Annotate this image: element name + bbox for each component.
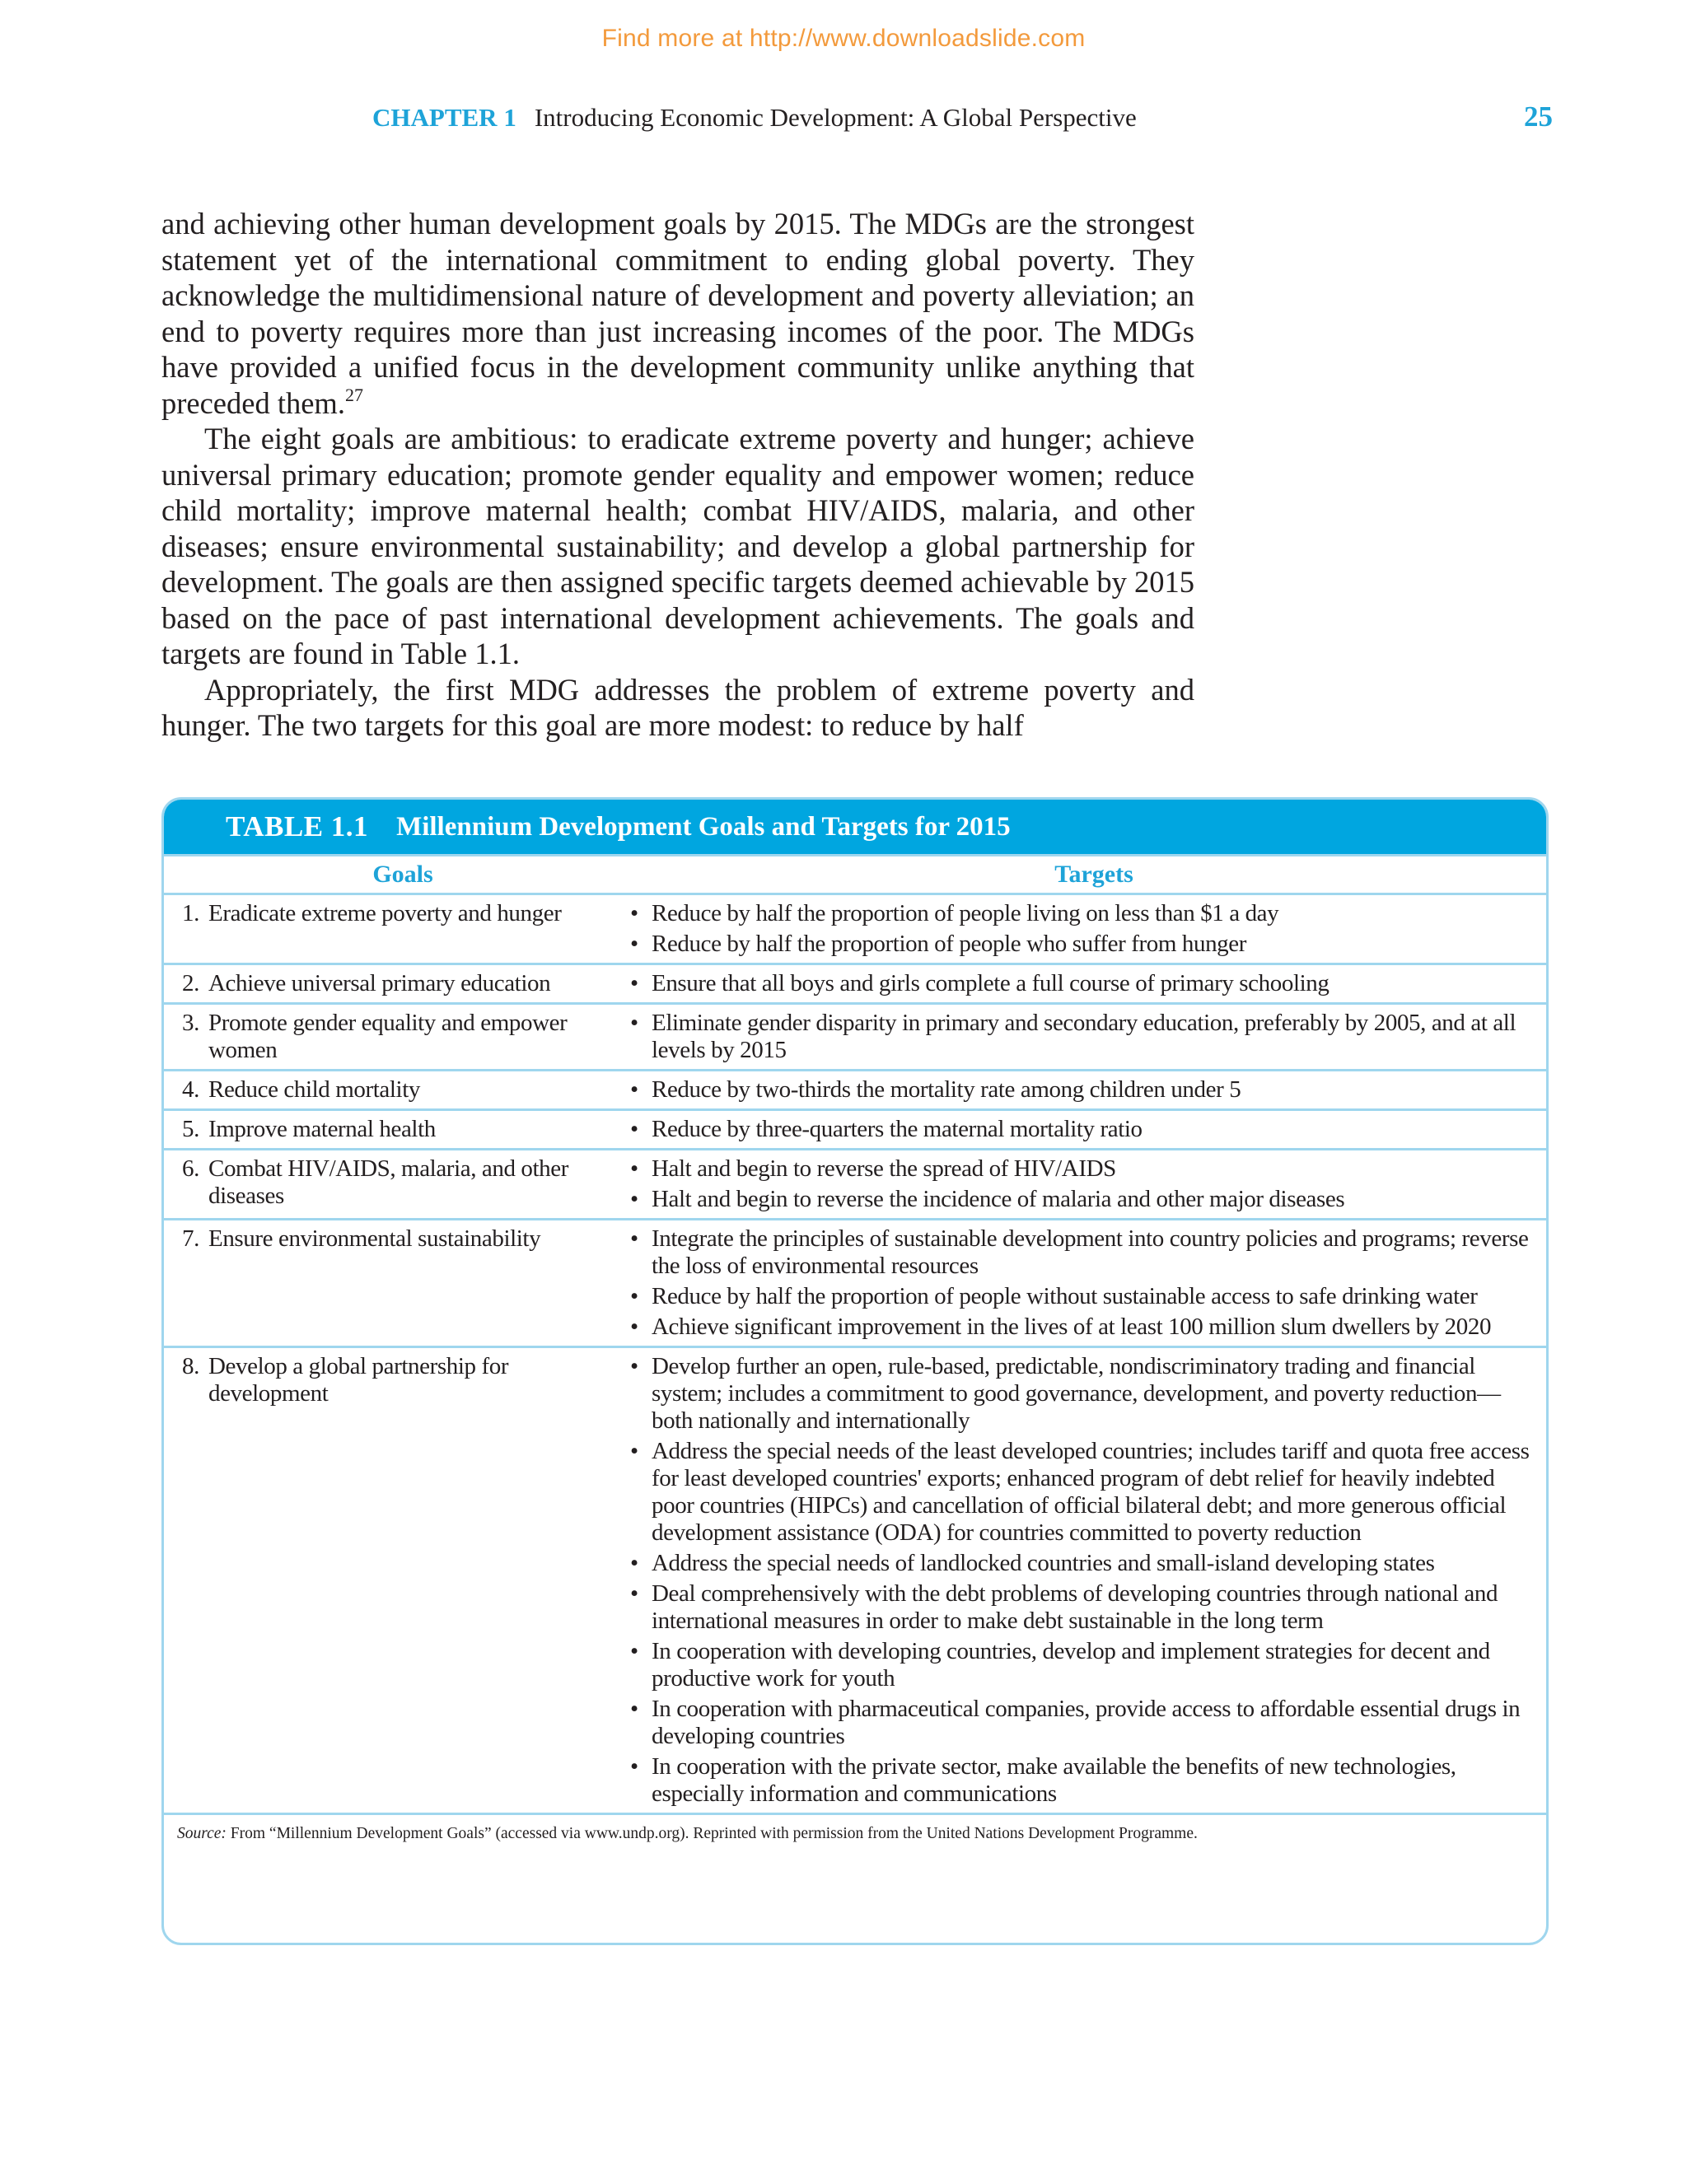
- goal-cell: [164, 1010, 625, 1064]
- running-head: [372, 103, 1137, 133]
- targets-list: [627, 1010, 1533, 1064]
- goal-cell: [164, 1353, 625, 1808]
- target-item: • Reduce by two-thirds the mortality rate among children under 5: [627, 1076, 1533, 1104]
- table-column-headers: [164, 854, 1546, 895]
- goal-text: Improve maternal health: [208, 1116, 436, 1142]
- target-item: • Reduce by half the proportion of people living on less than $1 a day: [627, 900, 1533, 927]
- mdg-table: [161, 797, 1549, 1945]
- watermark-link[interactable]: Find more at http://www.downloadslide.com: [601, 25, 1086, 52]
- goal-number: 3.: [182, 1010, 199, 1036]
- table-header: [164, 800, 1546, 854]
- column-header-targets: Targets: [1054, 861, 1133, 888]
- targets-list: [627, 970, 1533, 997]
- targets-list: [627, 900, 1533, 958]
- goal-cell: [164, 1155, 625, 1213]
- source-label: Source:: [177, 1825, 227, 1842]
- table-row: [164, 1150, 1546, 1220]
- goal-cell: [164, 1076, 625, 1104]
- body-text: [161, 206, 1194, 744]
- goal-number: 4.: [182, 1076, 199, 1103]
- goal-cell: [164, 1225, 625, 1341]
- target-item: • Deal comprehensively with the debt problems of developing countries through national and international measures in order to make debt sustainable in the long term: [627, 1580, 1533, 1635]
- goal-text: Reduce child mortality: [208, 1076, 420, 1103]
- chapter-title: Introducing Economic Development: A Global Perspective: [534, 103, 1137, 132]
- targets-list: [627, 1076, 1533, 1104]
- targets-list: [627, 1225, 1533, 1341]
- target-item: • Reduce by half the proportion of people who suffer from hunger: [627, 931, 1533, 958]
- table-row: [164, 965, 1546, 1005]
- column-header-goals: Goals: [372, 861, 433, 888]
- table-body: [164, 895, 1546, 1815]
- table-row: [164, 1348, 1546, 1815]
- target-item: • Address the special needs of the least developed countries; includes tariff and quota free access for least developed countries' exports; enhanced program of debt relief for heavily indebted poor countries (HIPCs) and cancellation of official bilateral debt; and more generous official development assistance (ODA) for countries committed to poverty reduction: [627, 1438, 1533, 1547]
- target-item: • In cooperation with the private sector, make available the benefits of new technologies, especially information and communications: [627, 1753, 1533, 1808]
- paragraph-2: The eight goals are ambitious: to eradicate extreme poverty and hunger; achieve universal primary education; promote gender equality and empower women; reduce child mortality; improve maternal health; combat HIV/AIDS, malaria, and other diseases; ensure environmental sustainability; and develop a global partnership for development. The goals are then assigned specific targets deemed achievable by 2015 based on the pace of past international development achievements. The goals and targets are found in Table 1.1.: [161, 422, 1194, 670]
- target-item: • In cooperation with pharmaceutical companies, provide access to affordable essential drugs in developing countries: [627, 1696, 1533, 1750]
- target-item: • Halt and begin to reverse the incidence of malaria and other major diseases: [627, 1186, 1533, 1213]
- target-item: • Ensure that all boys and girls complete a full course of primary schooling: [627, 970, 1533, 997]
- table-title: Millennium Development Goals and Targets for 2015: [396, 811, 1011, 842]
- table-source: [164, 1815, 1546, 1845]
- targets-list: [627, 1353, 1533, 1808]
- target-item: • Address the special needs of landlocked countries and small-island developing states: [627, 1550, 1533, 1577]
- target-item: • Achieve significant improvement in the lives of at least 100 million slum dwellers by 2020: [627, 1314, 1533, 1341]
- target-item: • Reduce by half the proportion of people without sustainable access to safe drinking water: [627, 1283, 1533, 1310]
- goal-number: 6.: [182, 1155, 199, 1182]
- target-item: • In cooperation with developing countries, develop and implement strategies for decent and productive work for youth: [627, 1638, 1533, 1692]
- target-item: • Reduce by three-quarters the maternal mortality ratio: [627, 1116, 1533, 1143]
- targets-list: [627, 1155, 1533, 1213]
- table-row: [164, 1005, 1546, 1071]
- target-item: • Develop further an open, rule-based, predictable, nondiscriminatory trading and financial system; includes a commitment to good governance, development, and poverty reduction—both nationally and internationally: [627, 1353, 1533, 1435]
- goal-number: 5.: [182, 1116, 199, 1142]
- table-row: [164, 1071, 1546, 1111]
- source-text: From “Millennium Development Goals” (accessed via www.undp.org). Reprinted with permission from the United Nations Development Programme.: [230, 1825, 1198, 1842]
- goal-text: Eradicate extreme poverty and hunger: [208, 900, 562, 926]
- goal-text: Ensure environmental sustainability: [208, 1225, 541, 1252]
- targets-list: [627, 1116, 1533, 1143]
- paragraph-1: [161, 206, 1194, 421]
- goal-text: Develop a global partnership for development: [208, 1353, 509, 1407]
- goal-text: Achieve universal primary education: [208, 970, 551, 996]
- goal-cell: [164, 900, 625, 958]
- table-row: [164, 1111, 1546, 1150]
- goal-cell: [164, 1116, 625, 1143]
- goal-cell: [164, 970, 625, 997]
- table-row: [164, 1220, 1546, 1348]
- goal-number: 2.: [182, 970, 199, 996]
- table-label: TABLE 1.1: [226, 810, 369, 842]
- paragraph-3: Appropriately, the first MDG addresses the problem of extreme poverty and hunger. The two targets for this goal are more modest: to reduce by half: [161, 672, 1194, 742]
- table-row: [164, 895, 1546, 965]
- goal-number: 1.: [182, 900, 199, 926]
- goal-number: 8.: [182, 1353, 199, 1379]
- page-number: 25: [1524, 100, 1553, 133]
- paragraph-1-text: and achieving other human development goals by 2015. The MDGs are the strongest statement yet of the international commitment to ending global poverty. They acknowledge the multidimensional nature of development and poverty alleviation; an end to poverty requires more than just increasing incomes of the poor. The MDGs have provided a unified focus in the development community unlike anything that preceded them.: [161, 207, 1194, 420]
- target-item: • Eliminate gender disparity in primary and secondary education, preferably by 2005, and at all levels by 2015: [627, 1010, 1533, 1064]
- footnote-ref: 27: [344, 384, 363, 405]
- target-item: • Integrate the principles of sustainable development into country policies and programs; reverse the loss of environmental resources: [627, 1225, 1533, 1280]
- goal-number: 7.: [182, 1225, 199, 1252]
- goal-text: Promote gender equality and empower women: [208, 1010, 568, 1063]
- target-item: • Halt and begin to reverse the spread of HIV/AIDS: [627, 1155, 1533, 1183]
- goal-text: Combat HIV/AIDS, malaria, and other diseases: [208, 1155, 569, 1209]
- chapter-label: CHAPTER 1: [372, 103, 516, 132]
